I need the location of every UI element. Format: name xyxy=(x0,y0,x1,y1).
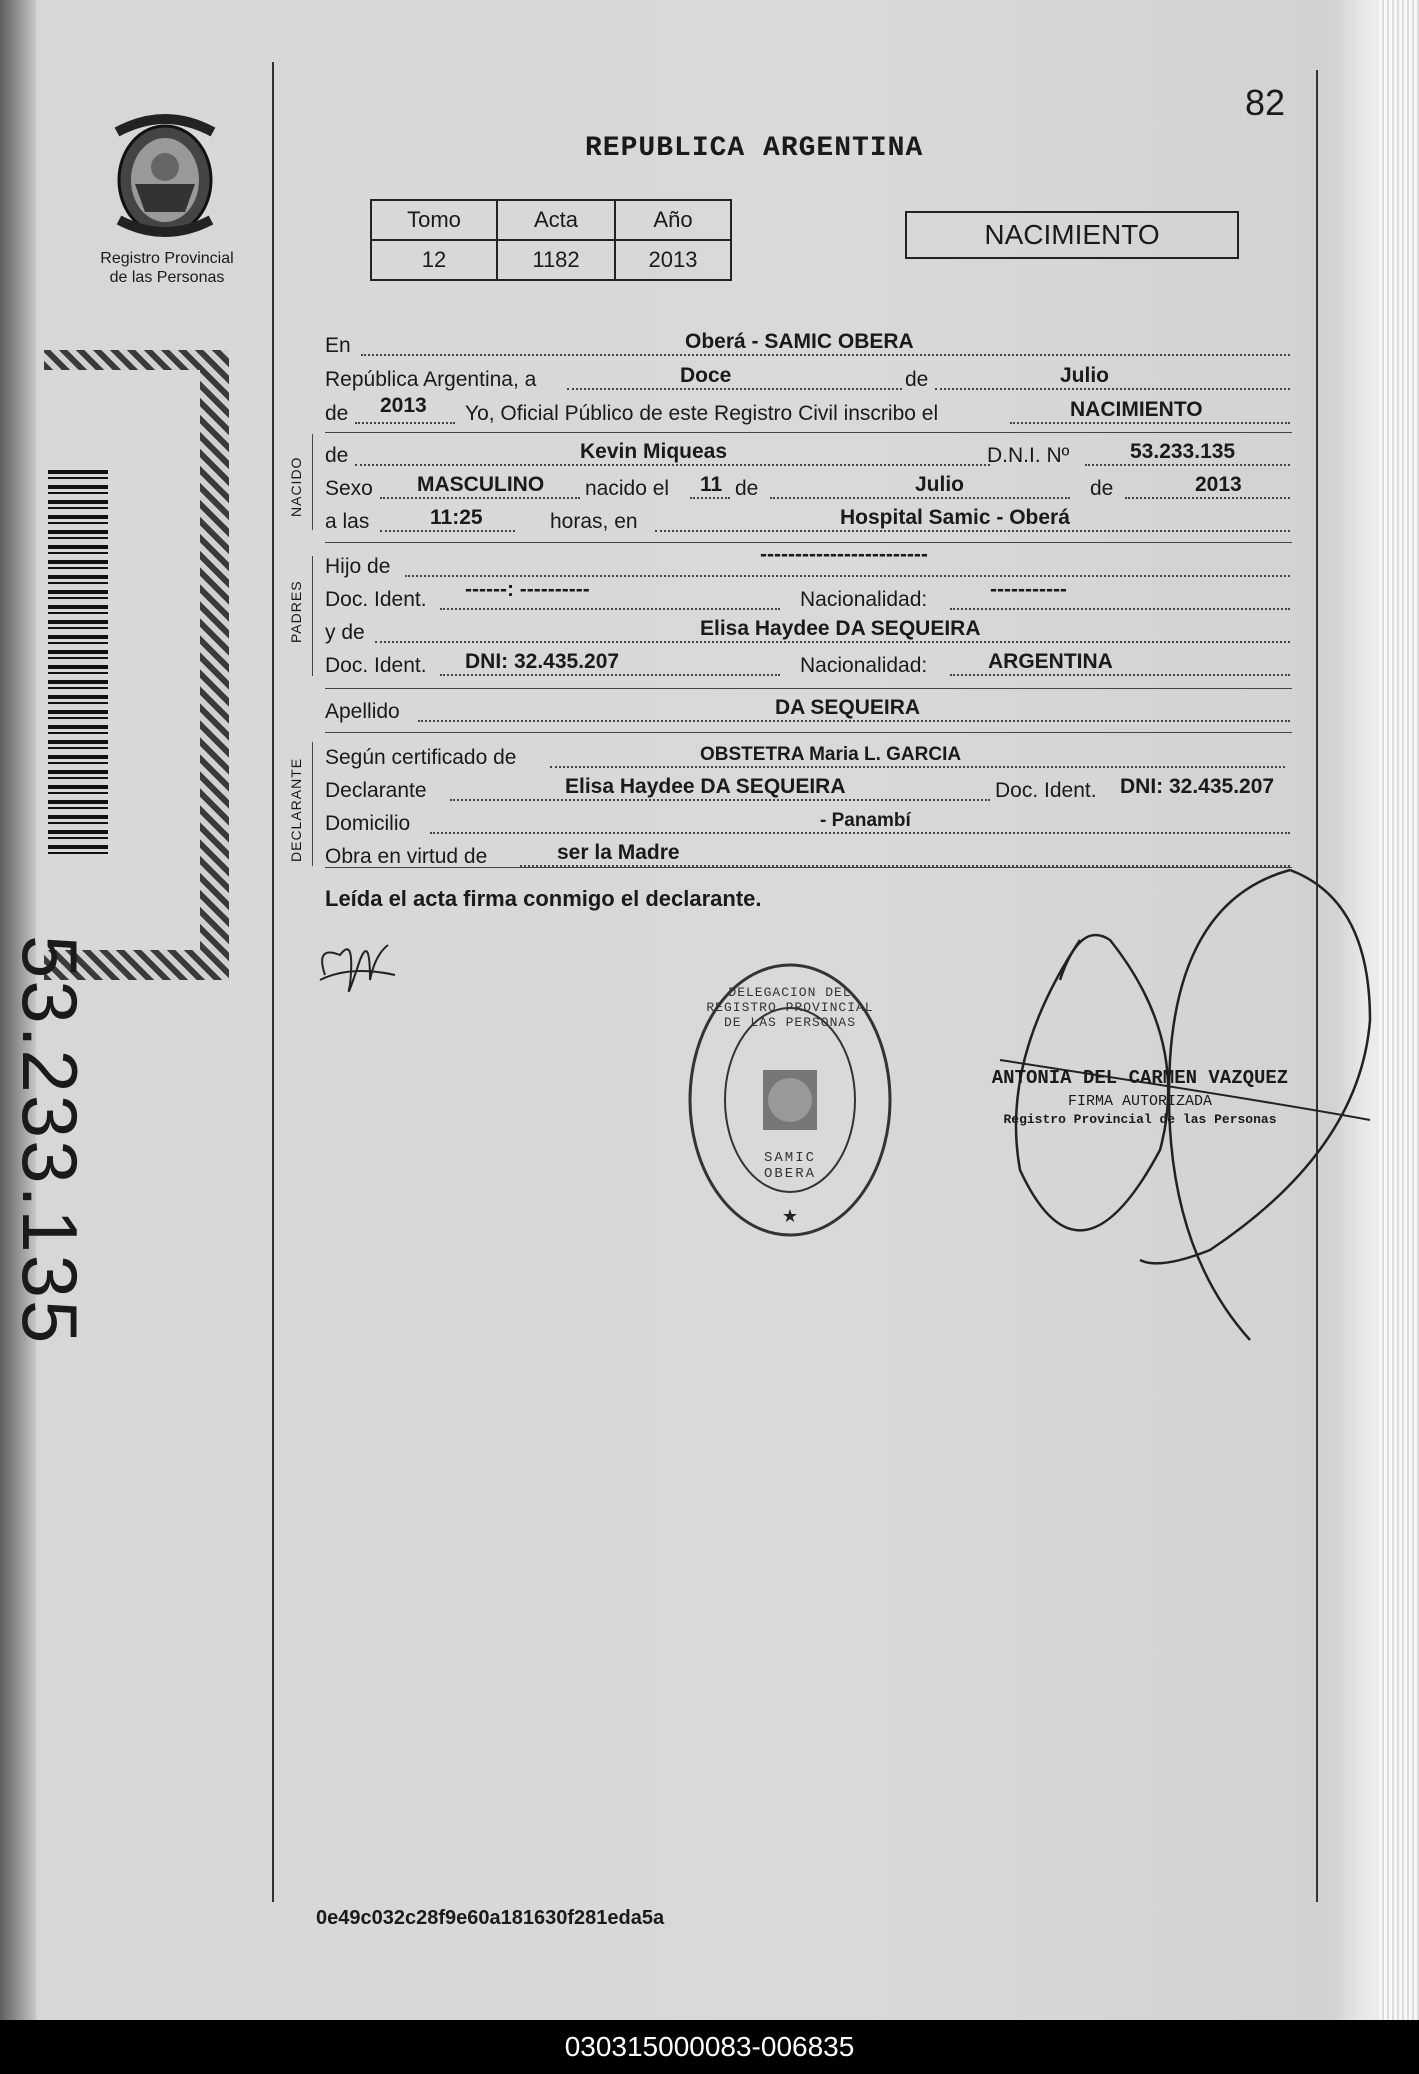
dotted-line xyxy=(950,674,1290,676)
row-sexo xyxy=(325,473,1290,503)
dotted-line xyxy=(440,608,780,610)
birth-place-value: Hospital Samic - Oberá xyxy=(840,506,1070,529)
de-label: de xyxy=(325,402,349,425)
signatory-office: Registro Provincial de las Personas xyxy=(1003,1112,1277,1127)
nac1-label: Nacionalidad: xyxy=(800,588,928,611)
de-label: de xyxy=(905,368,929,391)
dotted-line xyxy=(440,674,780,676)
dotted-line xyxy=(655,530,1290,532)
signature-block xyxy=(985,1067,1295,1127)
month-value: Julio xyxy=(1060,364,1110,387)
dotted-line xyxy=(450,799,990,801)
declarante-value: Elisa Haydee DA SEQUEIRA xyxy=(565,775,846,798)
row-domicilio xyxy=(325,808,1290,838)
alas-label: a las xyxy=(325,510,370,533)
row-en xyxy=(325,330,1290,360)
padres-section-label: PADRES xyxy=(288,580,304,643)
dotted-line xyxy=(1085,464,1290,466)
obra-label: Obra en virtud de xyxy=(325,845,488,868)
de-label: de xyxy=(1090,477,1114,500)
declarante-doc-value: DNI: 32.435.207 xyxy=(1120,775,1275,798)
dotted-line xyxy=(690,497,730,499)
th-acta: Acta xyxy=(497,200,615,240)
margin-rule-left xyxy=(272,62,274,1902)
section-divider xyxy=(325,432,1292,433)
td-ano: 2013 xyxy=(615,240,731,280)
barcode-number: 53.233.135 xyxy=(6,935,94,1346)
dotted-line xyxy=(405,575,1290,577)
section-bracket xyxy=(312,742,313,866)
apellido-value: DA SEQUEIRA xyxy=(775,696,921,719)
th-ano: Año xyxy=(615,200,731,240)
svg-text:★: ★ xyxy=(781,1206,799,1226)
registry-name-line1: Registro Provincial xyxy=(100,250,234,267)
row-declarante xyxy=(325,775,1290,805)
birth-time-value: 11:25 xyxy=(430,506,483,529)
dni-value: 53.233.135 xyxy=(1130,440,1236,463)
horas-label: horas, en xyxy=(550,510,638,533)
registry-name xyxy=(92,249,242,287)
stamp-inner-text: SAMIC OBERA xyxy=(763,1150,816,1182)
dotted-line xyxy=(550,766,1285,768)
nac2-label: Nacionalidad: xyxy=(800,654,928,677)
row-segun xyxy=(325,742,1290,772)
dni-label: D.N.I. Nº xyxy=(987,444,1070,467)
birth-month-value: Julio xyxy=(915,473,965,496)
domicilio-value: - Panambí xyxy=(820,810,911,831)
day-value: Doce xyxy=(680,364,732,387)
nacido-label: nacido el xyxy=(585,477,670,500)
republica-label: República Argentina, a xyxy=(325,368,537,391)
father-nationality-value: ----------- xyxy=(990,578,1067,601)
page-number: 82 xyxy=(1245,82,1286,123)
sexo-label: Sexo xyxy=(325,477,373,500)
inscribo-value: NACIMIENTO xyxy=(1070,398,1203,421)
year-value: 2013 xyxy=(380,394,427,417)
nacido-section-label: NACIDO xyxy=(288,456,304,517)
hijo-label: Hijo de xyxy=(325,555,391,578)
document-hash: 0e49c032c28f9e60a181630f281eda5a xyxy=(316,1907,665,1929)
doc1-label: Doc. Ident. xyxy=(325,588,427,611)
yde-label: y de xyxy=(325,621,365,644)
province-seal-icon xyxy=(105,112,225,242)
dotted-line xyxy=(1010,422,1290,424)
row-oficial xyxy=(325,394,1290,428)
page-edges xyxy=(1379,0,1419,2020)
row-apellido xyxy=(325,696,1290,726)
barcode-icon xyxy=(48,470,108,855)
certificate-issuer-value: OBSTETRA Maria L. GARCIA xyxy=(700,744,962,765)
section-bracket xyxy=(312,556,313,676)
dotted-line xyxy=(950,608,1290,610)
page-title: REPUBLICA ARGENTINA xyxy=(585,133,924,164)
mother-nationality-value: ARGENTINA xyxy=(988,650,1113,673)
de-label: de xyxy=(735,477,759,500)
birth-year-value: 2013 xyxy=(1195,473,1242,496)
mother-doc-value: DNI: 32.435.207 xyxy=(465,650,620,673)
section-divider xyxy=(325,732,1292,733)
signatory-role: FIRMA AUTORIZADA xyxy=(1067,1093,1213,1110)
father-doc-value: ------: ---------- xyxy=(465,578,590,601)
dotted-line xyxy=(380,497,580,499)
record-type-box: NACIMIENTO xyxy=(905,211,1239,259)
td-acta: 1182 xyxy=(497,240,615,280)
declarante-label: Declarante xyxy=(325,779,427,802)
th-tomo: Tomo xyxy=(371,200,497,240)
signatory-name: ANTONIA DEL CARMEN VAZQUEZ xyxy=(991,1067,1289,1089)
doc-label: Doc. Ident. xyxy=(995,779,1097,802)
domicilio-label: Domicilio xyxy=(325,812,411,835)
de-label: de xyxy=(325,444,349,467)
sexo-value: MASCULINO xyxy=(417,473,545,496)
dotted-line xyxy=(430,832,1290,834)
child-name-value: Kevin Miqueas xyxy=(580,440,728,463)
td-tomo: 12 xyxy=(371,240,497,280)
oficial-text: Yo, Oficial Público de este Registro Civil inscribo el xyxy=(465,402,939,425)
tomo-acta-ano-table xyxy=(370,199,732,281)
footer-id: 030315000083-006835 xyxy=(0,2020,1419,2074)
dotted-line xyxy=(380,530,515,532)
declarante-section-label: DECLARANTE xyxy=(288,757,304,862)
segun-label: Según certificado de xyxy=(325,746,517,769)
dotted-line xyxy=(418,720,1290,722)
birth-day-value: 11 xyxy=(700,473,723,496)
section-divider xyxy=(325,688,1292,689)
obra-value: ser la Madre xyxy=(557,841,680,864)
dotted-line xyxy=(935,388,1290,390)
dotted-line xyxy=(355,422,455,424)
dotted-line xyxy=(770,497,1070,499)
dotted-line xyxy=(1125,497,1290,499)
apellido-label: Apellido xyxy=(325,700,400,723)
dotted-line xyxy=(355,464,990,466)
row-hijo xyxy=(325,543,1290,581)
closing-text: Leída el acta firma conmigo el declarante. xyxy=(325,886,762,911)
doc2-label: Doc. Ident. xyxy=(325,654,427,677)
registry-name-line2: de las Personas xyxy=(109,269,225,286)
declarant-signature-icon xyxy=(310,925,400,1010)
mother-value: Elisa Haydee DA SEQUEIRA xyxy=(700,617,981,640)
row-nacido-name xyxy=(325,440,1290,470)
dotted-line xyxy=(361,354,1290,356)
row-doc1 xyxy=(325,578,1290,614)
stamp-outer-text: DELEGACION DEL REGISTRO PROVINCIAL DE LAS PERSONAS xyxy=(706,985,874,1030)
dotted-line xyxy=(567,388,902,390)
row-alas xyxy=(325,506,1290,536)
en-value: Oberá - SAMIC OBERA xyxy=(685,330,914,353)
en-label: En xyxy=(325,334,351,357)
father-value: ------------------------ xyxy=(760,543,928,566)
row-republica xyxy=(325,364,1290,394)
row-yde xyxy=(325,617,1290,647)
dotted-line xyxy=(375,641,1290,643)
row-doc2 xyxy=(325,650,1290,680)
section-bracket xyxy=(312,434,313,530)
